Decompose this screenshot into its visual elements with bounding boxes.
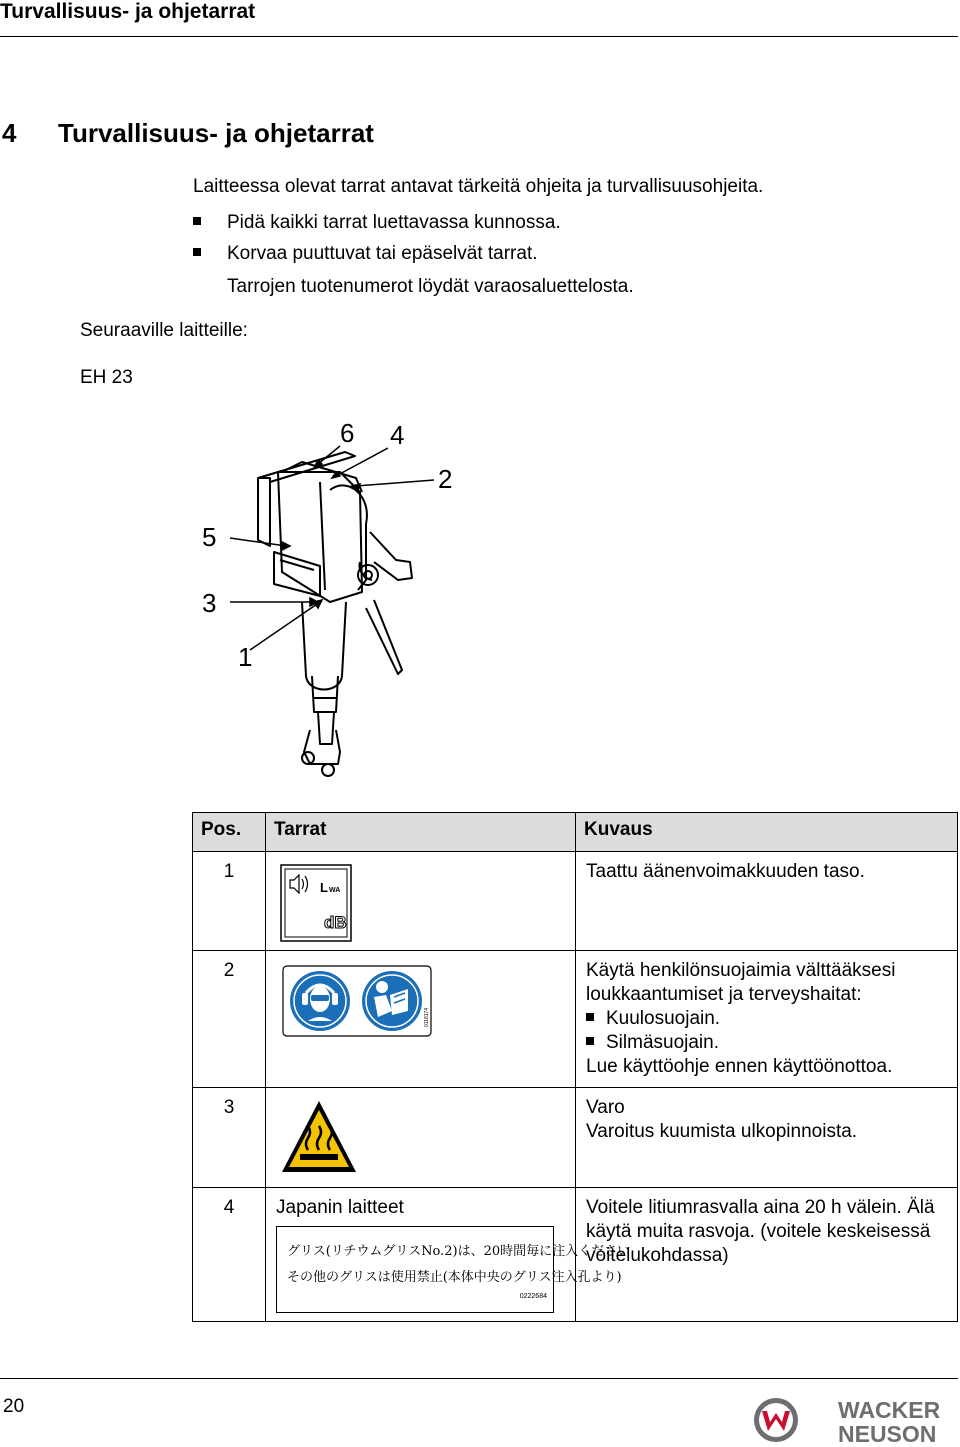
table-header-row [193,813,958,852]
description-cell [576,951,958,1088]
jp-decal-code: 0222684 [519,1293,547,1300]
wacker-neuson-logo [752,1395,958,1445]
description-bullet [586,1031,947,1055]
bullet-square-icon [586,1013,594,1021]
callout-2: 2 [438,464,453,494]
bullet-square-icon [586,1037,594,1045]
brand-line-2: NEUSON [838,1421,937,1447]
decal-cell [266,852,576,951]
jp-decal-line: その他のグリスは使用禁止(本体中央のグリス注入孔より) [287,1270,622,1285]
hot-surface-warning-icon [280,1098,358,1176]
intro-bullet [193,242,538,266]
intro-bullet [193,211,561,235]
callout-3: 3 [202,588,217,618]
lwa-sub-text: WA [329,887,341,894]
table-row [193,951,958,1088]
description-bullet [586,1007,947,1031]
lwa-text: L [320,880,328,895]
bullet-square-icon [193,217,201,225]
ppe-decal-code: 0118174 [424,1007,430,1027]
header-rule [0,36,958,37]
description-cell [576,852,958,951]
bullet-square-icon [193,248,201,256]
pos-cell: 3 [193,1088,266,1188]
decal-caption: Japanin laitteet [276,1197,404,1218]
db-text: dB [324,913,347,932]
running-header: Turvallisuus- ja ohjetarrat [0,0,256,23]
decal-cell [266,1188,631,1322]
table-row [193,1188,958,1322]
description-text: Käytä henkilönsuojaimia välttääksesi loukkaantumiset ja terveyshaitat: [586,960,896,1005]
callout-5: 5 [202,522,217,552]
section-title [2,117,374,149]
section-title-text: Turvallisuus- ja ohjetarrat [58,118,374,148]
ppe-decal [282,965,432,1037]
callout-1: 1 [238,642,253,672]
intro-note: Tarrojen tuotenumerot löydät varaosaluettelosta. [227,276,634,297]
callout-4: 4 [390,420,405,450]
intro-lead: Laitteessa olevat tarrat antavat tärkeitä ohjeita ja turvallisuusohjeita. [193,176,764,197]
breaker-illustration [190,412,480,782]
pos-cell: 4 [193,1188,266,1322]
table-row [193,1088,958,1188]
table-row [193,852,958,951]
brand-line-1: WACKER [838,1397,941,1423]
for-devices-label: Seuraaville laitteille: [80,320,248,341]
japanese-grease-decal [276,1226,631,1313]
decal-table [192,812,958,1322]
model-label: EH 23 [80,367,133,388]
breaker-drawing [190,412,480,782]
header-kuvaus: Kuvaus [576,813,958,852]
description-text: Voitele litiumrasvalla aina 20 h välein. Älä käytä muita rasvoja. (voitele keskeisessä voitelukohdassa) [586,1197,935,1266]
page-number: 20 [3,1396,25,1417]
decal-cell [266,1088,576,1188]
description-cell [576,1188,958,1322]
header-tarrat: Tarrat [266,813,576,852]
description-text: Taattu äänenvoimakkuuden taso. [586,861,865,882]
header-pos: Pos. [193,813,266,852]
bullet-text: Silmäsuojain. [606,1032,719,1053]
bullet-text: Pidä kaikki tarrat luettavassa kunnossa. [227,212,561,233]
callout-6: 6 [340,418,355,448]
pos-cell: 2 [193,951,266,1088]
description-text: Varo [586,1097,625,1118]
decal-cell [266,951,576,1088]
bullet-text: Korvaa puuttuvat tai epäselvät tarrat. [227,243,538,264]
footer-rule [0,1378,958,1379]
section-number: 4 [2,118,17,148]
jp-decal-line: グリス(リチウムグリスNo.2)は、20時間毎に注入ください [287,1244,631,1259]
pos-cell: 1 [193,852,266,951]
description-text: Lue käyttöohje ennen käyttöönottoa. [586,1056,893,1077]
description-text: Varoitus kuumista ulkopinnoista. [586,1121,858,1142]
bullet-text: Kuulosuojain. [606,1008,721,1029]
sound-power-decal [280,864,352,942]
description-cell [576,1088,958,1188]
